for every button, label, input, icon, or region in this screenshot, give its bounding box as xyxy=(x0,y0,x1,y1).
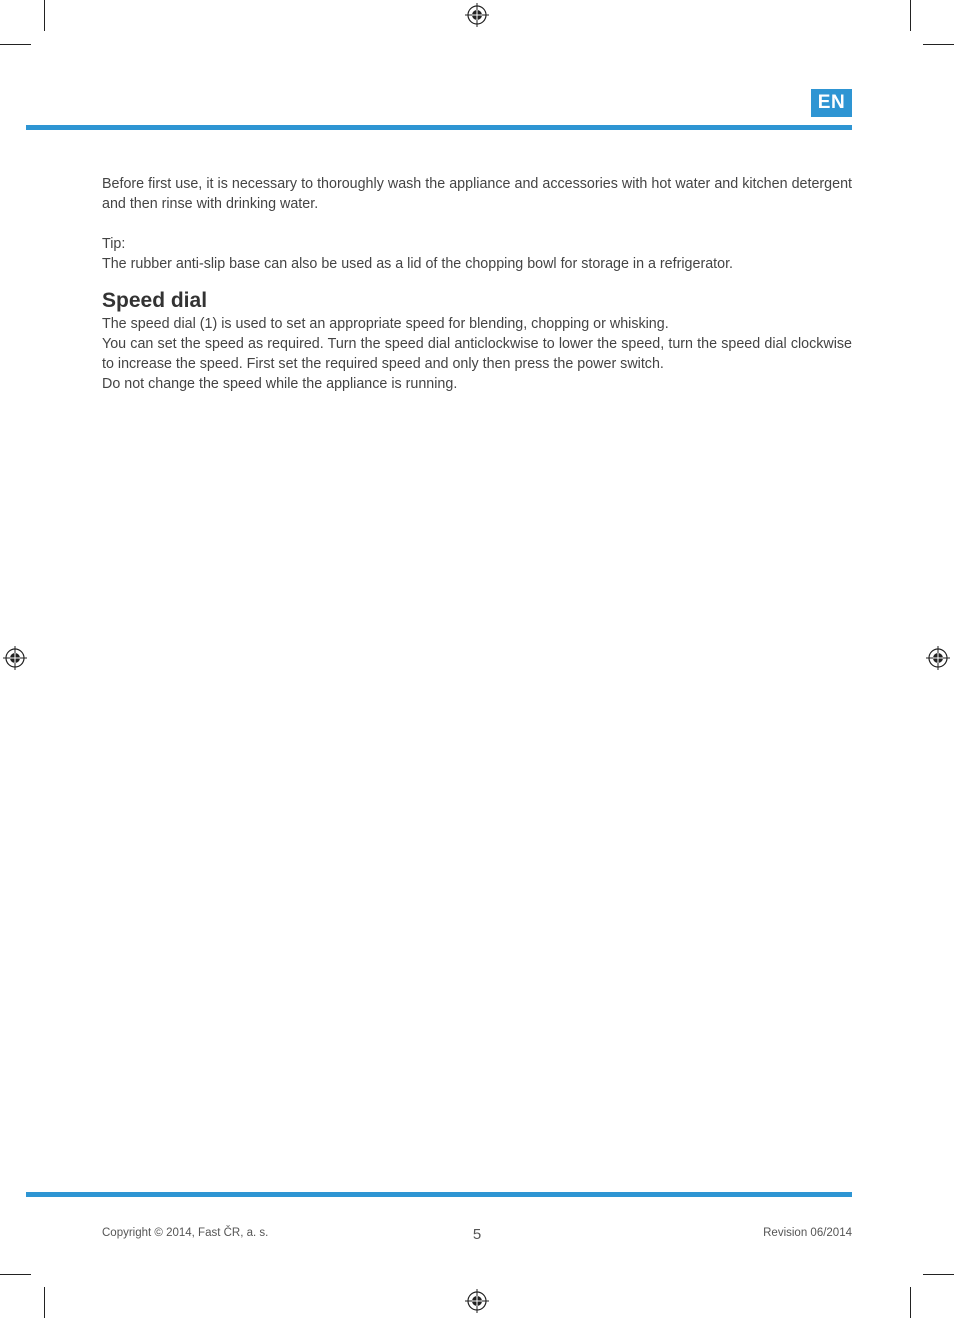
registration-mark-icon xyxy=(465,1289,489,1313)
crop-mark xyxy=(44,1287,45,1318)
registration-mark-icon xyxy=(465,3,489,27)
language-badge: EN xyxy=(811,89,852,117)
crop-mark xyxy=(0,44,31,45)
crop-mark xyxy=(923,44,954,45)
footer-copyright: Copyright © 2014, Fast ČR, a. s. xyxy=(102,1227,269,1239)
crop-mark xyxy=(910,0,911,31)
footer-rule xyxy=(26,1192,852,1197)
crop-mark xyxy=(0,1274,31,1275)
section-line: Do not change the speed while the appliance is running. xyxy=(102,376,458,392)
footer-revision: Revision 06/2014 xyxy=(763,1227,852,1239)
crop-mark xyxy=(923,1274,954,1275)
tip-label: Tip: xyxy=(102,236,126,252)
section-heading: Speed dial xyxy=(102,289,208,312)
registration-mark-icon xyxy=(3,646,27,670)
tip-text: The rubber anti-slip base can also be used as a lid of the chopping bowl for storage in a refrigerator. xyxy=(102,256,734,272)
section-line: You can set the speed as required. Turn the speed dial anticlockwise to lower the speed, turn the speed dial clockwise to increase the speed. First set the required speed and only then press the power switch. xyxy=(102,336,852,372)
header-rule xyxy=(26,125,852,130)
spacer xyxy=(102,214,852,234)
spacer xyxy=(102,274,852,286)
crop-mark xyxy=(910,1287,911,1318)
page-number: 5 xyxy=(472,1226,482,1243)
page-content xyxy=(102,174,852,394)
intro-paragraph: Before first use, it is necessary to thoroughly wash the appliance and accessories with hot water and kitchen detergent and then rinse with drinking water. xyxy=(102,176,852,212)
section-line: The speed dial (1) is used to set an appropriate speed for blending, chopping or whisking. xyxy=(102,316,669,332)
registration-mark-icon xyxy=(926,646,950,670)
crop-mark xyxy=(44,0,45,31)
